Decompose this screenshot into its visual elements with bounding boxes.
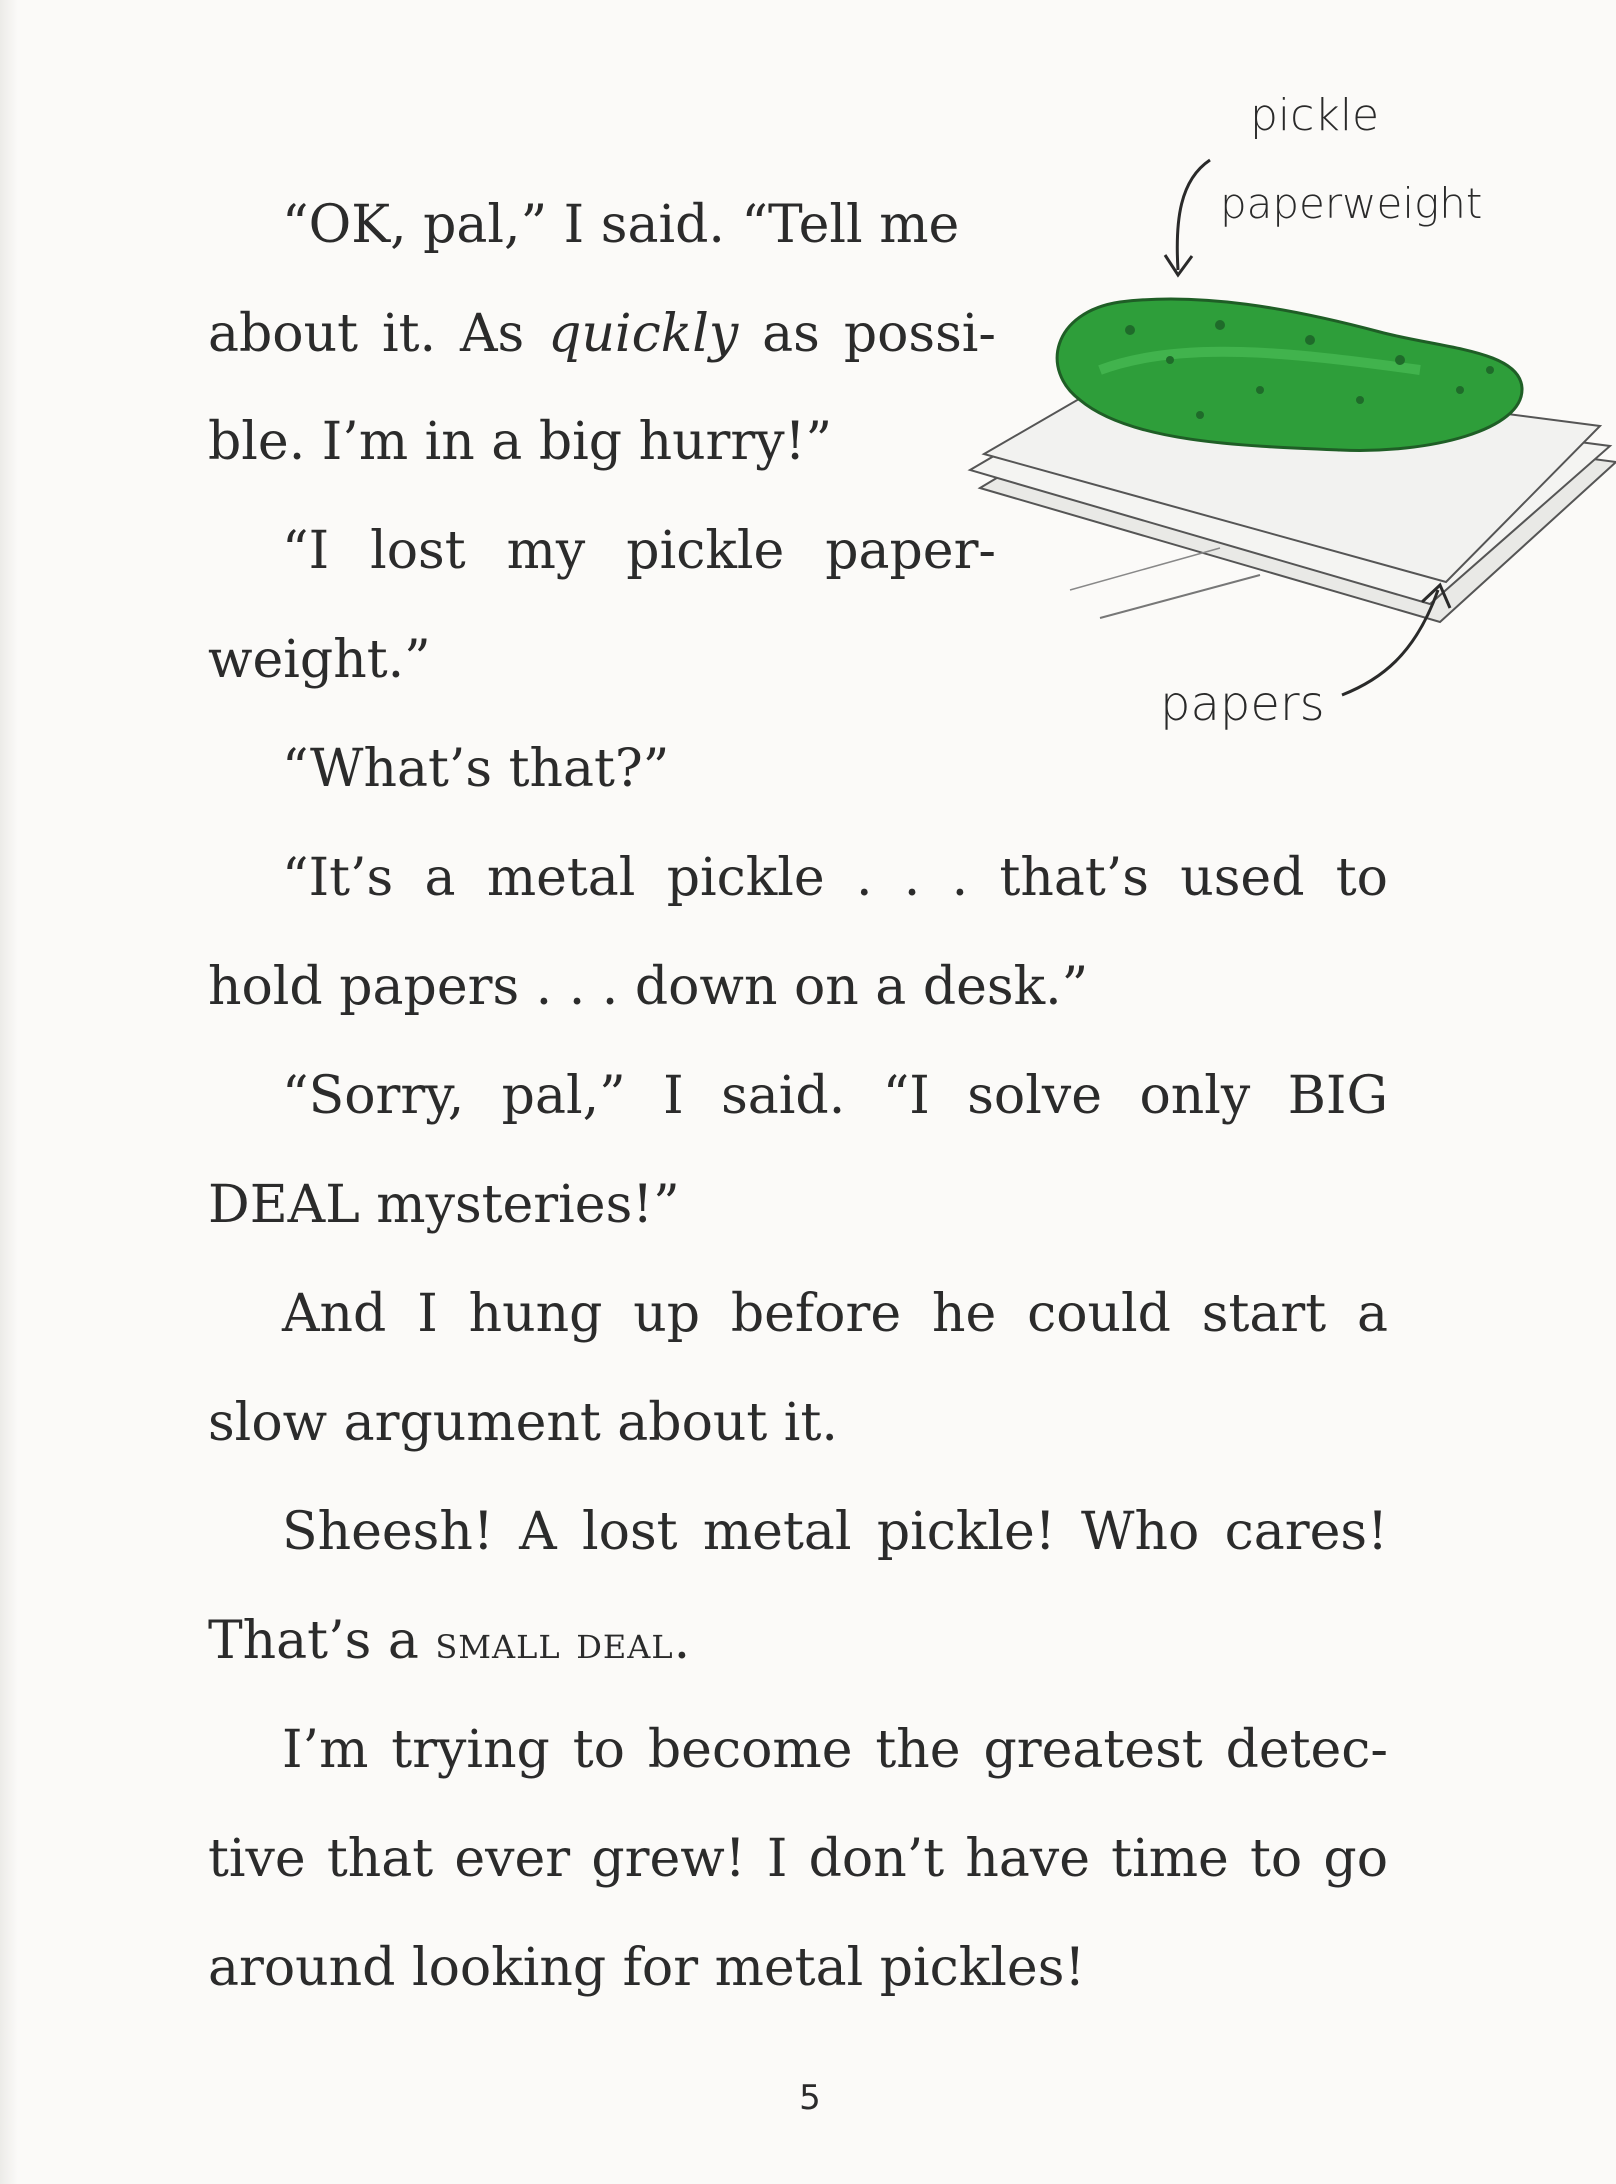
text-line: around looking for metal pickles! [208, 1938, 1086, 1998]
page-number: 5 [799, 2078, 821, 2118]
text-line: And I hung up before he could start a [282, 1284, 1388, 1344]
page-edge-shadow [0, 0, 18, 2184]
text-line: slow argument about it. [208, 1393, 838, 1453]
pickle-paperweight-illustration [960, 70, 1616, 830]
text-line [208, 1611, 690, 1672]
text-line: I’m trying to become the greatest detec- [282, 1720, 1388, 1780]
text-line: weight.” [208, 630, 431, 690]
text-line [208, 304, 996, 364]
text-line: ble. I’m in a big hurry!” [208, 412, 833, 472]
text-line: “I lost my pickle paper- [282, 521, 996, 581]
label-paperweight: paperweight [1220, 179, 1483, 228]
text-span: as possi- [738, 304, 996, 364]
arrow-icon [1165, 160, 1210, 275]
text-line: “Sorry, pal,” I said. “I solve only BIG [282, 1066, 1388, 1126]
small-caps-text: small deal [435, 1615, 674, 1669]
text-span: That’s a [208, 1611, 436, 1671]
text-line: tive that ever grew! I don’t have time to go [208, 1829, 1388, 1889]
text-line: Sheesh! A lost metal pickle! Who cares! [282, 1502, 1388, 1562]
text-line: hold papers . . . down on a desk.” [208, 957, 1089, 1017]
label-pickle: pickle [1250, 90, 1380, 141]
label-papers: papers [1160, 676, 1325, 732]
text-line: DEAL mysteries!” [208, 1175, 680, 1235]
text-line: “OK, pal,” I said. “Tell me [282, 195, 960, 255]
text-span: . [673, 1611, 691, 1671]
emphasis-text: quickly [548, 304, 739, 364]
text-span: about it. As [208, 304, 549, 364]
text-line: “It’s a metal pickle . . . that’s used to [282, 848, 1388, 908]
text-line: “What’s that?” [282, 739, 670, 799]
